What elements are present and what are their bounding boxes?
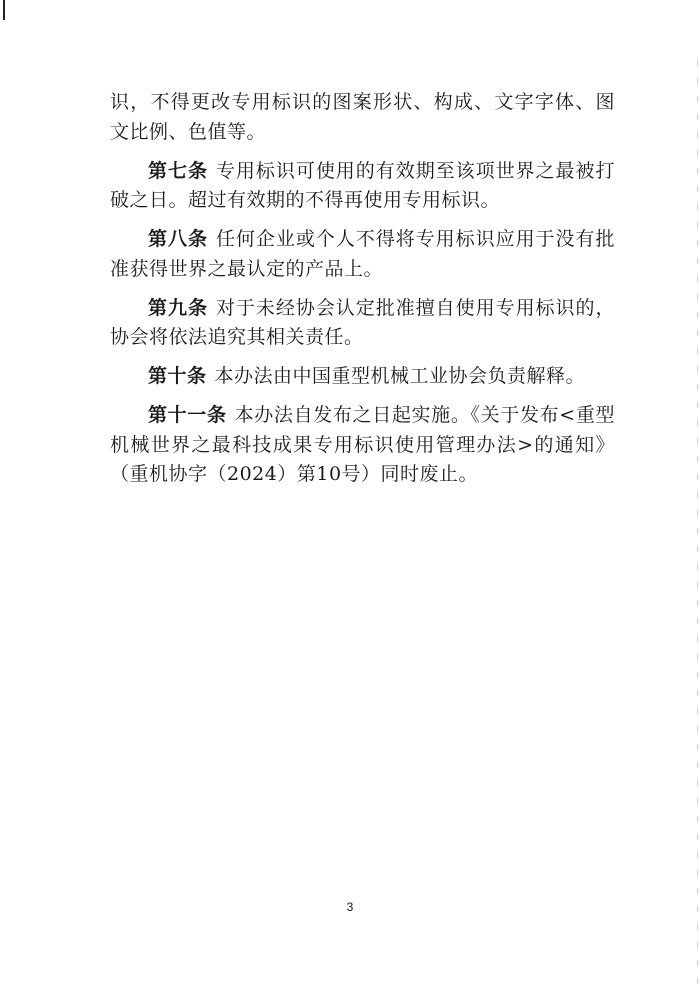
article-text: 任何企业或个人不得将专用标识应用于没有批准获得世界之最认定的产品上。 xyxy=(110,228,615,280)
article-10 xyxy=(110,362,615,392)
article-text: 本办法自发布之日起实施。《关于发布<重型机械世界之最科技成果专用标识使用管理办法>的通知》（重机协字（2024）第10号）同时废止。 xyxy=(110,404,615,485)
article-number: 第九条 xyxy=(148,296,208,319)
article-number: 第十条 xyxy=(148,365,207,387)
page-number: 3 xyxy=(346,900,354,914)
scan-edge-shadow xyxy=(697,60,698,990)
scan-artifact-mark xyxy=(3,0,5,20)
article-11 xyxy=(110,401,615,490)
article-9 xyxy=(110,294,615,353)
continuation-paragraph: 识，不得更改专用标识的图案形状、构成、文字字体、图文比例、色值等。 xyxy=(110,91,615,143)
article-number: 第七条 xyxy=(148,159,208,182)
article-8 xyxy=(110,225,615,284)
article-text: 专用标识可使用的有效期至该项世界之最被打破之日。超过有效期的不得再使用专用标识。 xyxy=(110,159,615,211)
document-body xyxy=(110,88,615,499)
article-text: 本办法由中国重型机械工业协会负责解释。 xyxy=(214,365,586,387)
article-7 xyxy=(110,157,615,216)
article-number: 第十一条 xyxy=(148,404,227,426)
article-number: 第八条 xyxy=(148,228,208,250)
article-text: 对于未经协会认定批准擅自使用专用标识的，协会将依法追究其相关责任。 xyxy=(110,296,615,348)
